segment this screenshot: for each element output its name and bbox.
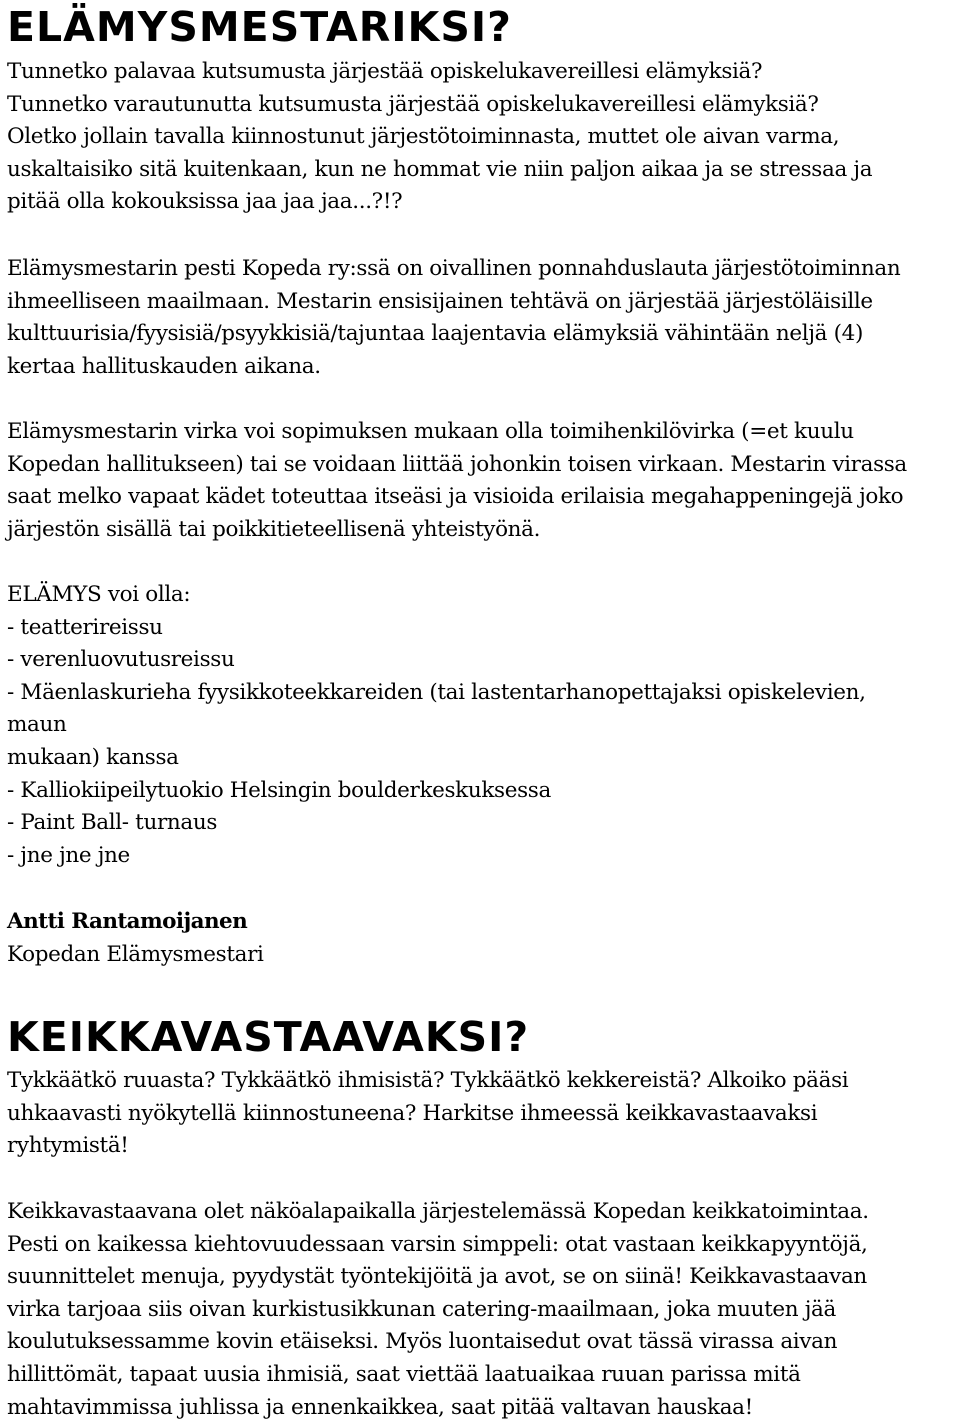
text-line: Tunnetko varautunutta kutsumusta järjestää opiskelukavereillesi elämyksiä? [7,91,819,117]
list-item: mukaan) kanssa [7,744,179,770]
section1-paragraph-2 [7,416,957,546]
text-line: Kopedan hallitukseen) tai se voidaan liittää johonkin toisen virkaan. Mestarin virassa [7,451,907,477]
text-line: järjestön sisällä tai poikkitieteellisenä yhteistyönä. [7,516,541,542]
text-line: saat melko vapaat kädet toteuttaa itseäsi ja visioida erilaisia megahappeningejä joko [7,484,904,510]
text-line: kertaa hallituskauden aikana. [7,353,321,379]
section1-paragraph-1 [7,253,957,383]
text-line: uhkaavasti nyökytellä kiinnostuneena? Harkitse ihmeessä keikkavastaavaksi [7,1100,818,1126]
text-line: mahtavimmissa juhlissa ja ennenkaikkea, saat pitää valtavan hauskaa! [7,1394,753,1420]
signature-role: Kopedan Elämysmestari [7,941,264,967]
text-line: Keikkavastaavana olet näköalapaikalla järjestelemässä Kopedan keikkatoimintaa. [7,1199,869,1224]
text-line: Pesti on kaikessa kiehtovuudessaan varsin simppeli: otat vastaan keikkapyyntöjä, [7,1231,868,1257]
list-item: maun [7,712,67,738]
list-item: - jne jne jne [7,842,130,868]
text-line: Tykkäätkö ruuasta? Tykkäätkö ihmisistä? Tykkäätkö kekkereistä? Alkoiko pääsi [7,1068,849,1093]
text-line: pitää olla kokouksissa jaa jaa jaa...?!? [7,189,403,215]
elamys-list [7,579,957,872]
section-title-keikkavastaava: KEIKKAVASTAAVAKSI? [7,1013,530,1061]
list-heading: ELÄMYS voi olla: [7,582,191,607]
text-line: Elämysmestarin virka voi sopimuksen mukaan olla toimihenkilövirka (=et kuulu [7,419,854,444]
text-line: virka tarjoaa siis oivan kurkistusikkunan catering-maailmaan, joka muuten jää [7,1296,836,1322]
list-item: - Paint Ball- turnaus [7,810,218,836]
section2-paragraph-1 [7,1196,957,1424]
text-line: uskaltaisiko sitä kuitenkaan, kun ne hommat vie niin paljon aikaa ja se stressaa ja [7,156,873,182]
list-item: - Kalliokiipeilytuokio Helsingin boulderkeskuksessa [7,777,551,803]
signature [7,906,957,971]
list-item: - Mäenlaskurieha fyysikkoteekkareiden (tai lastentarhanopettajaksi opiskelevien, [7,679,866,705]
section2-intro [7,1065,957,1163]
text-line: ryhtymistä! [7,1133,129,1159]
text-line: Oletko jollain tavalla kiinnostunut järjestötoiminnasta, muttet ole aivan varma, [7,124,840,150]
text-line: ihmeelliseen maailmaan. Mestarin ensisijainen tehtävä on järjestää järjestöläisille [7,288,873,314]
text-line: hillittömät, tapaat uusia ihmisiä, saat viettää laatuaikaa ruuan parissa mitä [7,1361,801,1387]
text-line: suunnittelet menuja, pyydystät työntekijöitä ja avot, se on siinä! Keikkavastaavan [7,1264,867,1290]
text-line: kulttuurisia/fyysisiä/psyykkisiä/tajuntaa laajentavia elämyksiä vähintään neljä (4) [7,321,863,347]
signature-name: Antti Rantamoijanen [7,909,248,934]
list-item: - teatterireissu [7,614,163,640]
section1-intro [7,56,957,219]
text-line: koulutuksessamme kovin etäiseksi. Myös luontaisedut ovat tässä virassa aivan [7,1329,838,1355]
text-line: Tunnetko palavaa kutsumusta järjestää opiskelukavereillesi elämyksiä? [7,59,763,84]
list-item: - verenluovutusreissu [7,647,235,673]
section-title-elamysmestari: ELÄMYSMESTARIKSI? [7,3,512,51]
text-line: Elämysmestarin pesti Kopeda ry:ssä on oivallinen ponnahduslauta järjestötoiminnan [7,256,901,281]
